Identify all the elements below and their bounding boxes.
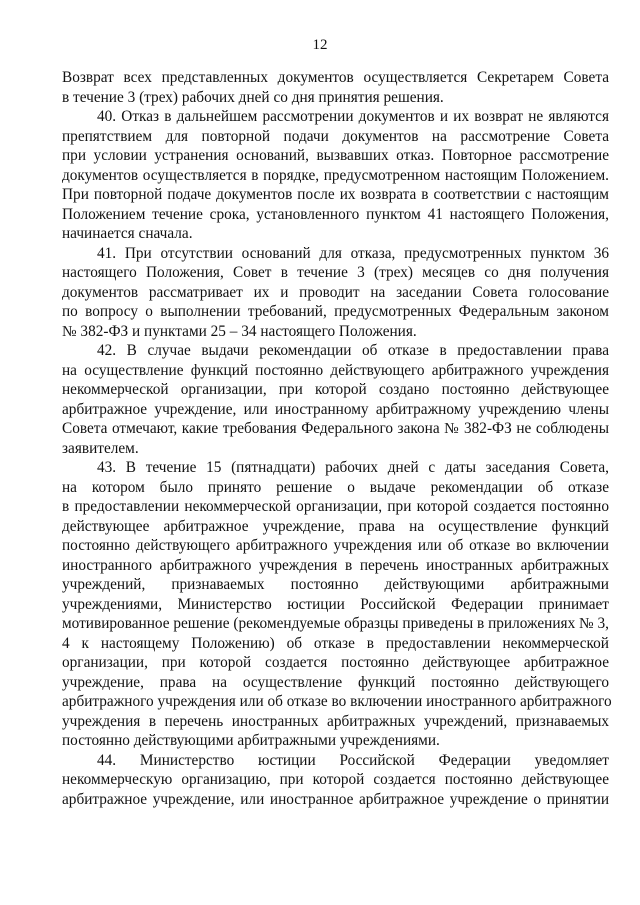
text-line: действующее арбитражное учреждение, права на осуществление функций (62, 517, 609, 535)
paragraph-p44 (62, 751, 609, 810)
text-line: арбитражное учреждение, или иностранному арбитражному учреждению члены (62, 400, 609, 418)
paragraph-p-cont (62, 68, 609, 107)
paragraph-p43 (62, 458, 612, 751)
text-line: заявителем. (62, 439, 139, 457)
text-line: арбитражного учреждения или об отказе во включении иностранного арбитражного (62, 693, 612, 710)
text-line: документов осуществляется в порядке, предусмотренном настоящим Положением. (62, 166, 609, 184)
text-line: иностранного арбитражного учреждения в перечень иностранных арбитражных (62, 556, 609, 574)
text-line: Совета отмечают, какие требования Федерального закона № 382-ФЗ не соблюдены (62, 420, 609, 437)
text-line: некоммерческую организацию, при которой создается постоянно действующее (62, 771, 609, 788)
text-line: настоящего Положения, Совет в течение 3 (трех) месяцев со дня получения (62, 264, 609, 281)
text-line: по вопросу о выполнении требований, предусмотренных Федеральным законом (62, 303, 609, 320)
text-line: учреждений, признаваемых постоянно действующими арбитражными (62, 576, 609, 593)
text-line: № 382-ФЗ и пунктами 25 – 34 настоящего Положения. (62, 322, 417, 340)
page-number: 12 (312, 37, 328, 53)
text-line: в течение 3 (трех) рабочих дней со дня принятия решения. (62, 88, 444, 106)
document-body (62, 68, 612, 809)
text-line: на котором было принято решение о выдаче рекомендации об отказе (62, 478, 609, 496)
text-line: Положением течение срока, установленного пунктом 41 настоящего Положения, (62, 205, 609, 223)
text-line: начинается сначала. (62, 225, 193, 242)
text-line: 41. При отсутствии оснований для отказа, предусмотренных пунктом 36 (97, 244, 609, 262)
text-line: препятствием для повторной подачи документов на рассмотрение Совета (62, 127, 609, 145)
text-line: 4 к настоящему Положению) об отказе в предоставлении некоммерческой (62, 634, 609, 652)
text-line: 43. В течение 15 (пятнадцати) рабочих дней с даты заседания Совета, (97, 459, 609, 476)
text-line: учреждения в перечень иностранных арбитражных учреждений, признаваемых (62, 712, 609, 730)
text-line: учреждениями, Министерство юстиции Российской Федерации принимает (62, 595, 609, 613)
paragraph-p40 (62, 107, 609, 244)
text-line: при условии устранения оснований, вызвавших отказ. Повторное рассмотрение (62, 147, 609, 164)
text-line: постоянно действующими арбитражными учреждениями. (62, 732, 440, 749)
text-line: мотивированное решение (рекомендуемые образцы приведены в приложениях № 3, (62, 615, 609, 632)
text-line: в предоставлении некоммерческой организации, при которой создается постоянно (62, 498, 609, 515)
text-line: на осуществление функций постоянно действующего арбитражного учреждения (62, 361, 609, 379)
text-line: Возврат всех представленных документов осуществляется Секретарем Совета (62, 69, 609, 86)
text-line: постоянно действующего арбитражного учреждения или об отказе во включении (62, 537, 609, 554)
text-line: некоммерческой организации, при которой создано постоянно действующее (62, 381, 609, 398)
text-line: документов рассматривает их и проводит на заседании Совета голосование (62, 283, 609, 301)
text-line: арбитражное учреждение, или иностранное арбитражное учреждение о принятии (62, 790, 609, 808)
text-line: учреждение, права на осуществление функций постоянно действующего (62, 673, 609, 691)
text-line: При повторной подаче документов после их возврата в соответствии с настоящим (62, 186, 609, 203)
paragraph-p41 (62, 244, 609, 342)
paragraph-p42 (62, 341, 609, 458)
text-line: 42. В случае выдачи рекомендации об отказе в предоставлении права (97, 342, 609, 359)
text-line: 44. Министерство юстиции Российской Федерации уведомляет (97, 751, 609, 769)
text-line: организации, при которой создается постоянно действующее арбитражное (62, 654, 609, 671)
text-line: 40. Отказ в дальнейшем рассмотрении документов и их возврат не являются (97, 108, 609, 125)
